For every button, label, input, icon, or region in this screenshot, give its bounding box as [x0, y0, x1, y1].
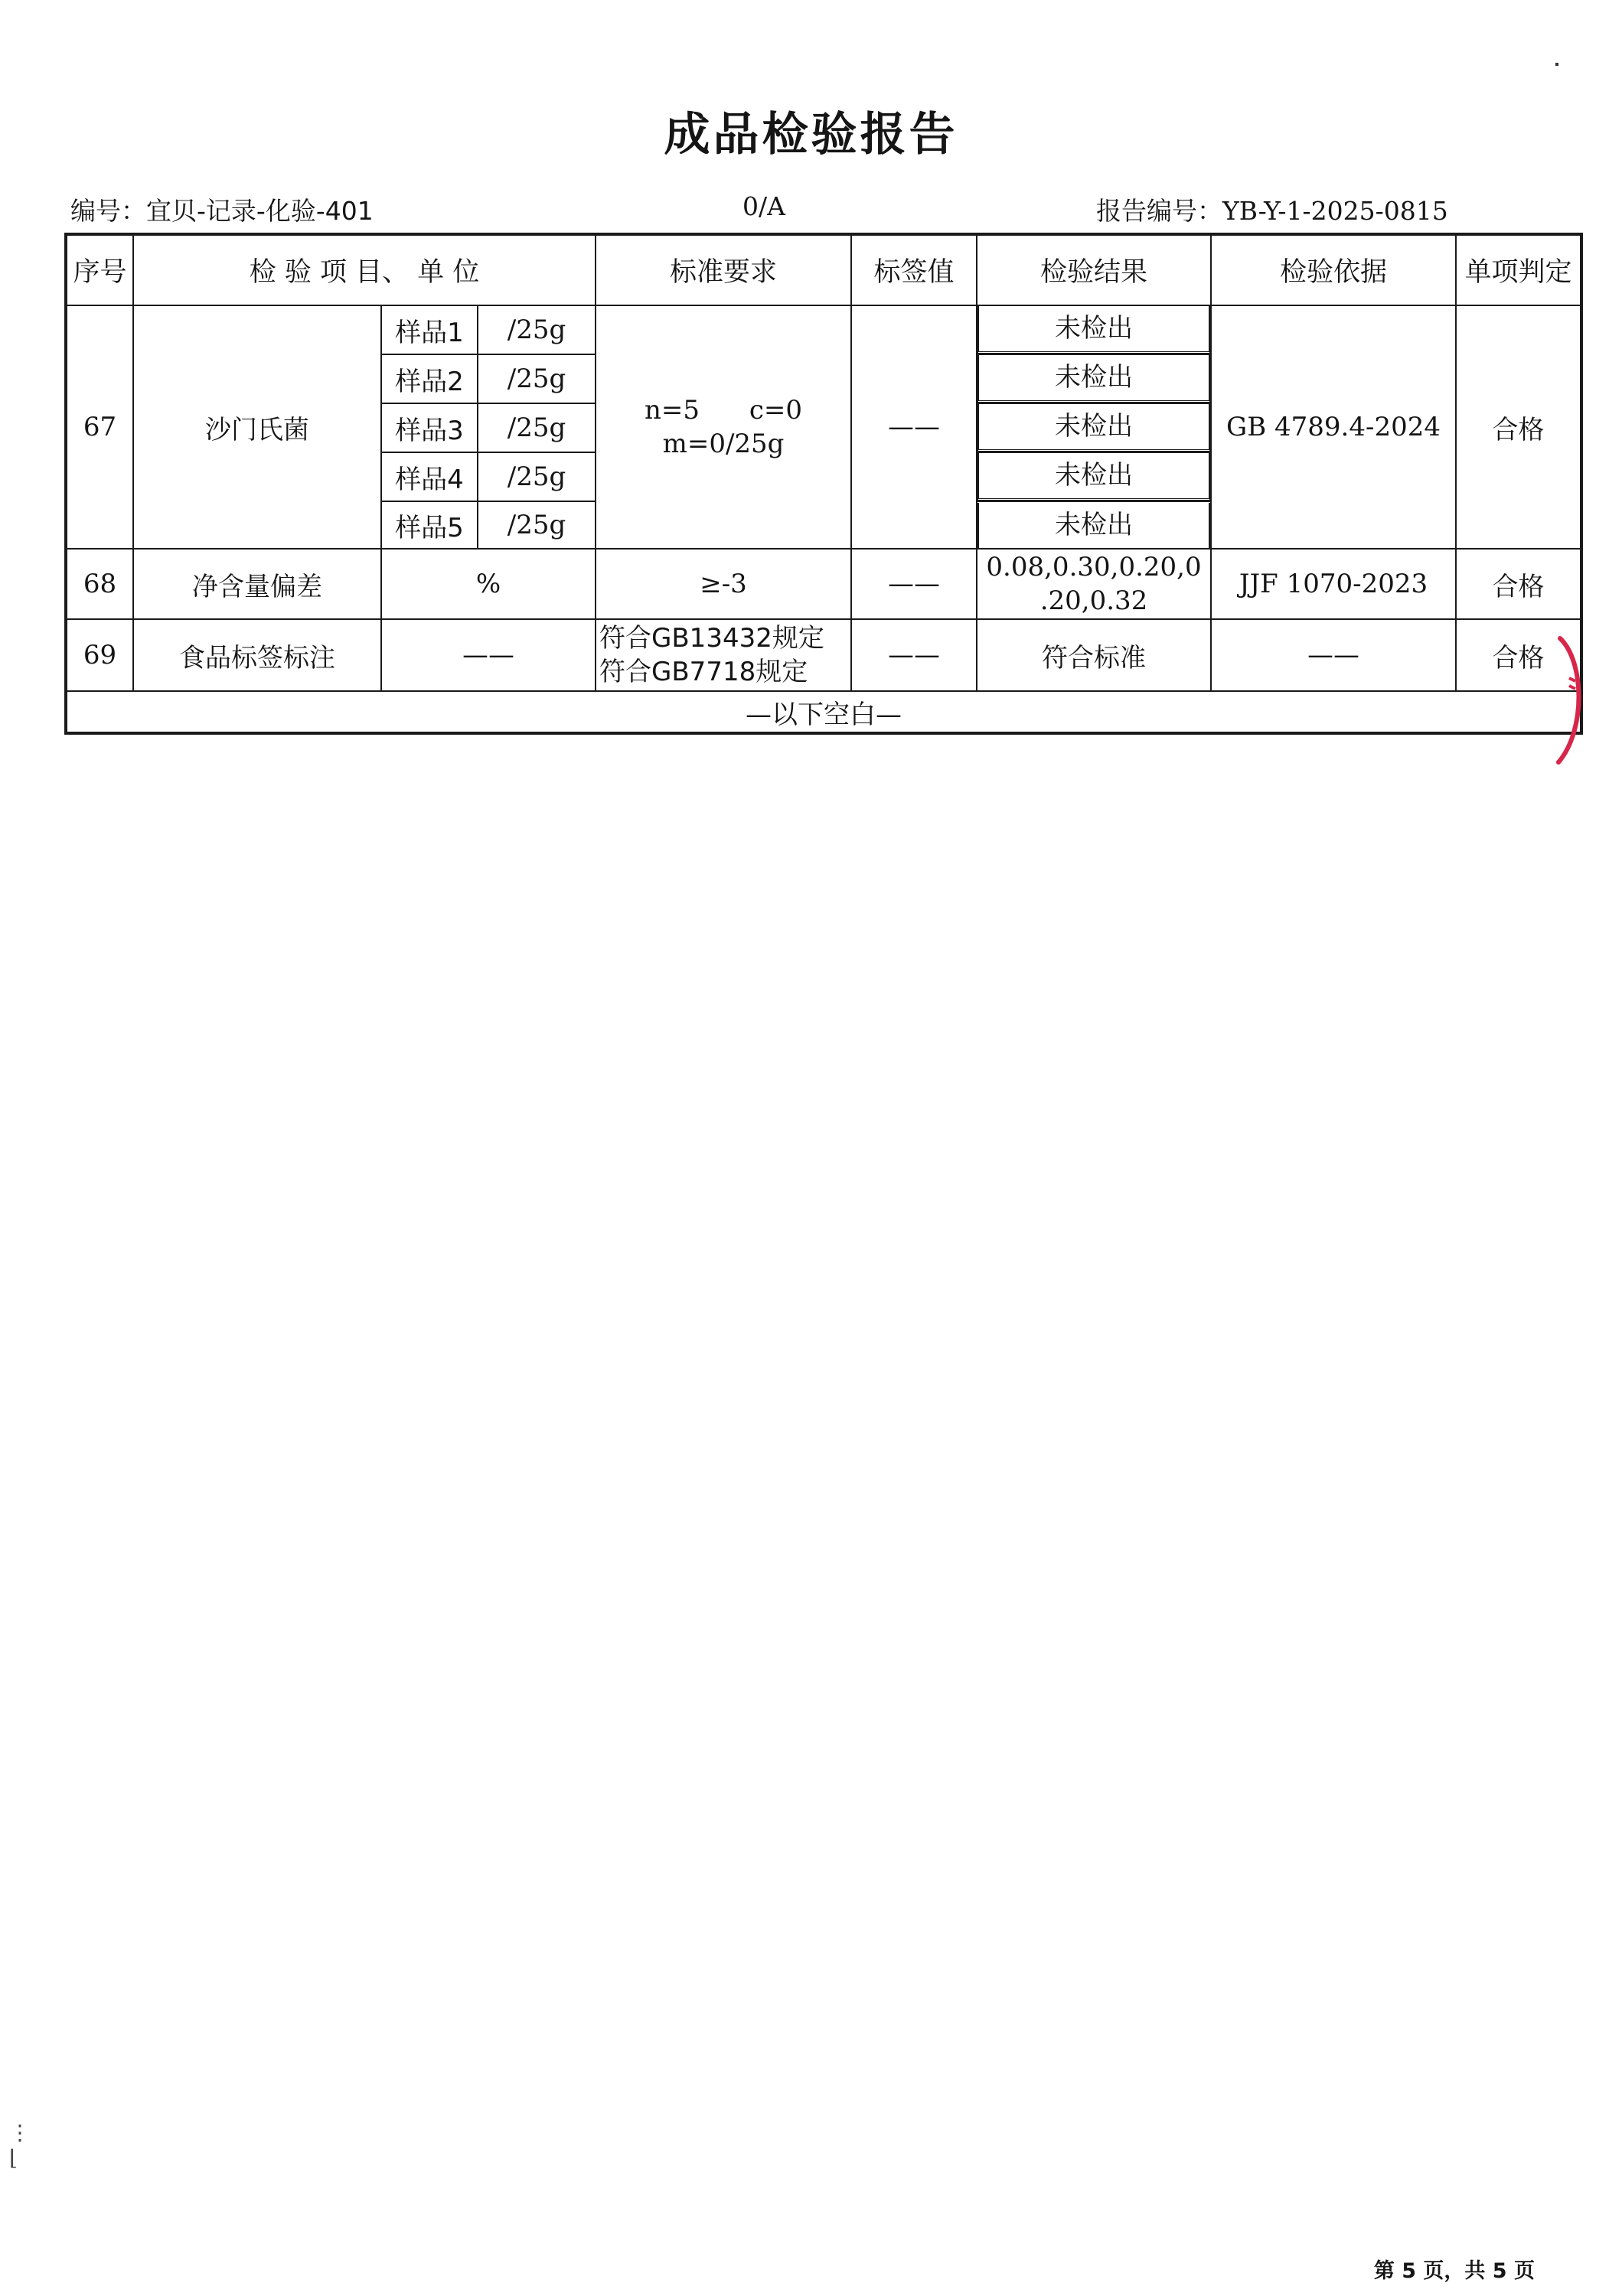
row69-basis: ——	[1211, 619, 1456, 691]
row69-item: 食品标签标注	[133, 619, 381, 691]
document-code-value: 宜贝-记录-化验-401	[146, 196, 374, 226]
row68-verdict: 合格	[1456, 549, 1581, 619]
scan-speck	[1555, 63, 1558, 66]
row68-basis: JJF 1070-2023	[1211, 549, 1456, 619]
document-code-label: 编号：	[70, 196, 146, 226]
inspection-table	[64, 233, 1583, 735]
table-end-row	[66, 691, 1581, 733]
red-stamp-tick	[1569, 678, 1575, 689]
row67-item: 沙门氏菌	[133, 305, 381, 549]
row67-basis: GB 4789.4-2024	[1211, 305, 1456, 549]
header-result: 检验结果	[977, 234, 1211, 305]
sample-name: 样品4	[381, 452, 478, 501]
row68-result	[977, 549, 1211, 619]
sample-name: 样品5	[381, 501, 478, 549]
row69-result: 符合标准	[977, 619, 1211, 691]
row69-standard	[596, 619, 851, 691]
sample-unit: /25g	[478, 403, 596, 452]
row68-result-line2: .20,0.32	[1039, 585, 1148, 616]
sample-unit: /25g	[478, 501, 596, 549]
document-code	[70, 191, 374, 227]
sample-result: 未检出	[977, 404, 1210, 452]
binding-edge-mark: ⋮ ⌊	[9, 2120, 31, 2170]
report-number-label: 报告编号：	[1096, 196, 1222, 226]
sample-unit: /25g	[478, 452, 596, 501]
sample-result: 未检出	[977, 355, 1210, 403]
row69-standard-line1: 符合GB13432规定	[599, 623, 824, 654]
row68-result-line1: 0.08,0.30,0.20,0	[986, 552, 1202, 582]
table-row	[66, 549, 1581, 619]
row67-seq: 67	[66, 305, 133, 549]
sample-result: 未检出	[977, 503, 1210, 548]
page-number: 第 5 页，共 5 页	[1373, 2259, 1535, 2283]
sample-result: 未检出	[977, 306, 1210, 354]
red-stamp-arc	[1558, 638, 1579, 762]
sample-result-cell	[977, 354, 1211, 403]
row67-verdict: 合格	[1456, 305, 1581, 549]
row69-verdict: 合格	[1456, 619, 1581, 691]
sample-result-cell	[977, 501, 1211, 549]
sample-name: 样品2	[381, 354, 478, 403]
row67-standard-line1: n=5 c=0	[645, 395, 803, 426]
row67-label-value: ——	[851, 305, 977, 549]
page-title: 成品检验报告	[664, 108, 958, 161]
sample-unit: /25g	[478, 354, 596, 403]
red-stamp-edge	[1554, 631, 1600, 768]
sample-name: 样品3	[381, 403, 478, 452]
row68-label-value: ——	[851, 549, 977, 619]
report-number	[1096, 191, 1448, 227]
row68-item: 净含量偏差	[133, 549, 381, 619]
row68-standard: ≥-3	[596, 549, 851, 619]
table-header-row	[66, 234, 1581, 305]
header-standard: 标准要求	[596, 234, 851, 305]
sample-result-cell	[977, 305, 1211, 354]
row67-standard	[596, 305, 851, 549]
sample-unit: /25g	[478, 305, 596, 354]
row68-unit: %	[381, 549, 596, 619]
document-version: 0/A	[742, 191, 785, 221]
report-number-value: YB-Y-1-2025-0815	[1222, 196, 1448, 226]
row68-seq: 68	[66, 549, 133, 619]
sample-result: 未检出	[977, 453, 1210, 501]
row69-seq: 69	[66, 619, 133, 691]
row69-label-value: ——	[851, 619, 977, 691]
sample-result-cell	[977, 452, 1211, 501]
end-note: —以下空白—	[66, 691, 1581, 733]
table-row	[66, 305, 1581, 354]
header-seq: 序号	[66, 234, 133, 305]
header-basis: 检验依据	[1211, 234, 1456, 305]
header-label-value: 标签值	[851, 234, 977, 305]
table-row	[66, 619, 1581, 691]
header-item: 检 验 项 目、 单 位	[133, 234, 596, 305]
sample-result-cell	[977, 403, 1211, 452]
header-verdict: 单项判定	[1456, 234, 1581, 305]
row69-standard-line2: 符合GB7718规定	[599, 657, 808, 687]
row69-unit: ——	[381, 619, 596, 691]
sample-name: 样品1	[381, 305, 478, 354]
row67-standard-line2: m=0/25g	[662, 429, 785, 459]
